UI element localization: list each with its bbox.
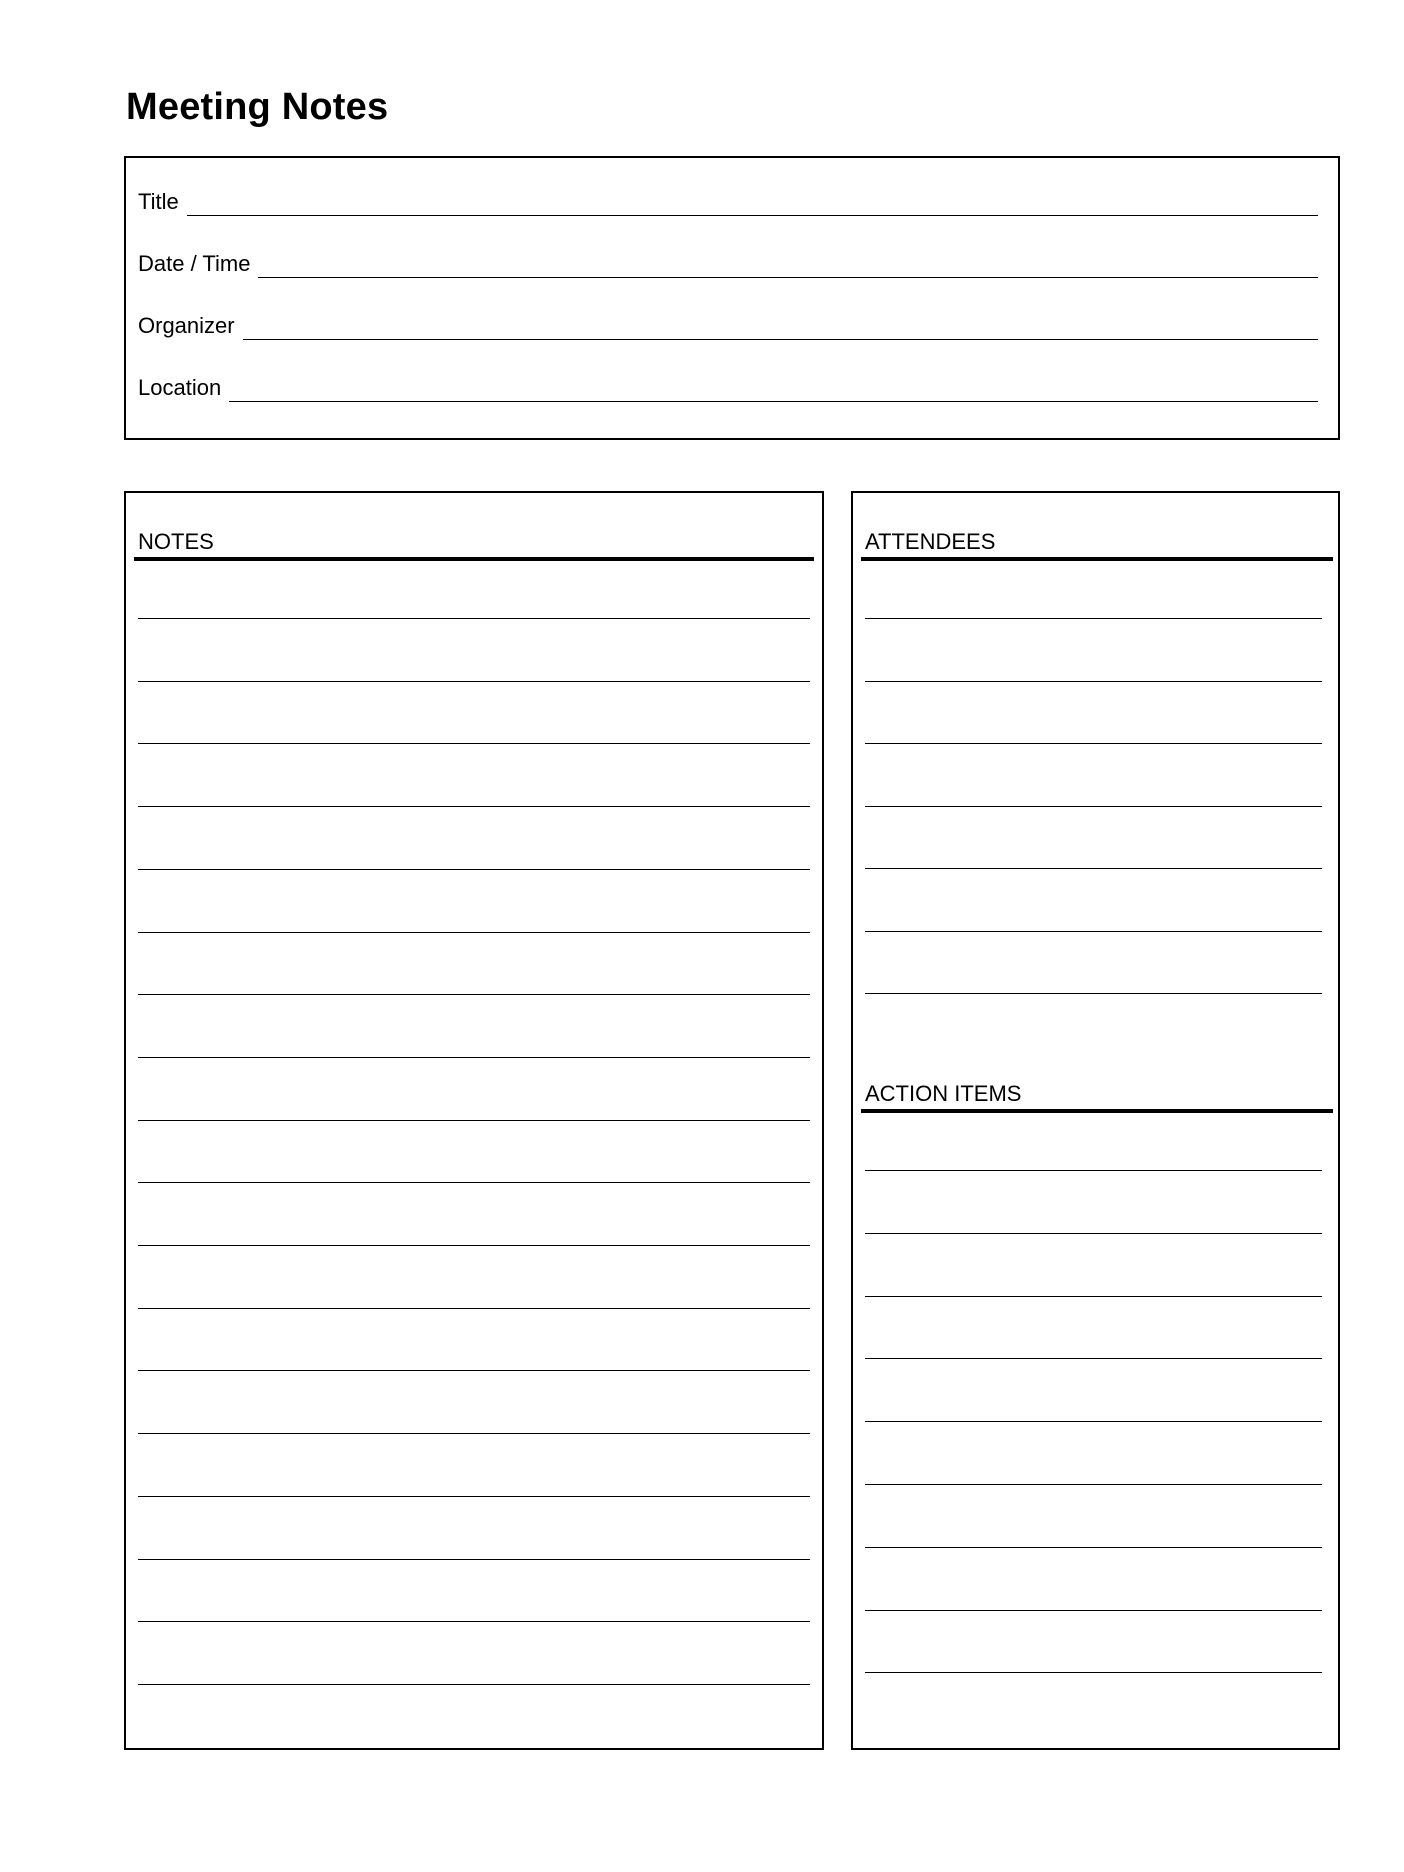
attendee-line[interactable]: [865, 681, 1322, 682]
location-input-line[interactable]: [229, 400, 1318, 402]
title-field[interactable]: [138, 186, 1318, 216]
action-item-line[interactable]: [865, 1547, 1322, 1548]
attendee-line[interactable]: [865, 618, 1322, 619]
meeting-info-box: [124, 156, 1340, 440]
notes-box: [124, 491, 824, 1750]
title-input-line[interactable]: [187, 214, 1318, 216]
action-item-line[interactable]: [865, 1672, 1322, 1673]
action-items-heading-rule: [861, 1109, 1333, 1113]
attendee-line[interactable]: [865, 806, 1322, 807]
field-label: Title: [138, 189, 179, 214]
field-label: Location: [138, 375, 222, 400]
action-item-line[interactable]: [865, 1421, 1322, 1422]
notes-line[interactable]: [138, 1245, 810, 1246]
notes-line[interactable]: [138, 869, 810, 870]
notes-line[interactable]: [138, 994, 810, 995]
attendee-line[interactable]: [865, 993, 1322, 994]
notes-line[interactable]: [138, 1433, 810, 1434]
notes-line[interactable]: [138, 1684, 810, 1685]
field-label: Organizer: [138, 313, 235, 338]
notes-line[interactable]: [138, 1057, 810, 1058]
side-box: [851, 491, 1340, 1750]
notes-line[interactable]: [138, 1621, 810, 1622]
action-item-line[interactable]: [865, 1170, 1322, 1171]
action-item-line[interactable]: [865, 1484, 1322, 1485]
notes-line[interactable]: [138, 932, 810, 933]
notes-line[interactable]: [138, 1182, 810, 1183]
notes-line[interactable]: [138, 743, 810, 744]
organizer-input-line[interactable]: [243, 338, 1318, 340]
attendees-heading-rule: [861, 557, 1333, 561]
notes-line[interactable]: [138, 1308, 810, 1309]
attendee-line[interactable]: [865, 868, 1322, 869]
action-item-line[interactable]: [865, 1610, 1322, 1611]
page-title: Meeting Notes: [126, 86, 389, 128]
action-item-line[interactable]: [865, 1358, 1322, 1359]
date-time-field[interactable]: [138, 248, 1318, 278]
notes-heading: NOTES: [138, 529, 214, 554]
notes-heading-rule: [134, 557, 814, 561]
date-time-input-line[interactable]: [258, 276, 1318, 278]
action-item-line[interactable]: [865, 1233, 1322, 1234]
action-item-line[interactable]: [865, 1296, 1322, 1297]
location-field[interactable]: [138, 372, 1318, 402]
field-label: Date / Time: [138, 251, 251, 276]
notes-line[interactable]: [138, 618, 810, 619]
notes-line[interactable]: [138, 1370, 810, 1371]
notes-line[interactable]: [138, 1120, 810, 1121]
notes-line[interactable]: [138, 1559, 810, 1560]
attendee-line[interactable]: [865, 931, 1322, 932]
attendees-heading: ATTENDEES: [865, 529, 996, 554]
notes-line[interactable]: [138, 806, 810, 807]
action-items-heading: ACTION ITEMS: [865, 1081, 1022, 1106]
notes-line[interactable]: [138, 681, 810, 682]
attendee-line[interactable]: [865, 743, 1322, 744]
organizer-field[interactable]: [138, 310, 1318, 340]
notes-line[interactable]: [138, 1496, 810, 1497]
